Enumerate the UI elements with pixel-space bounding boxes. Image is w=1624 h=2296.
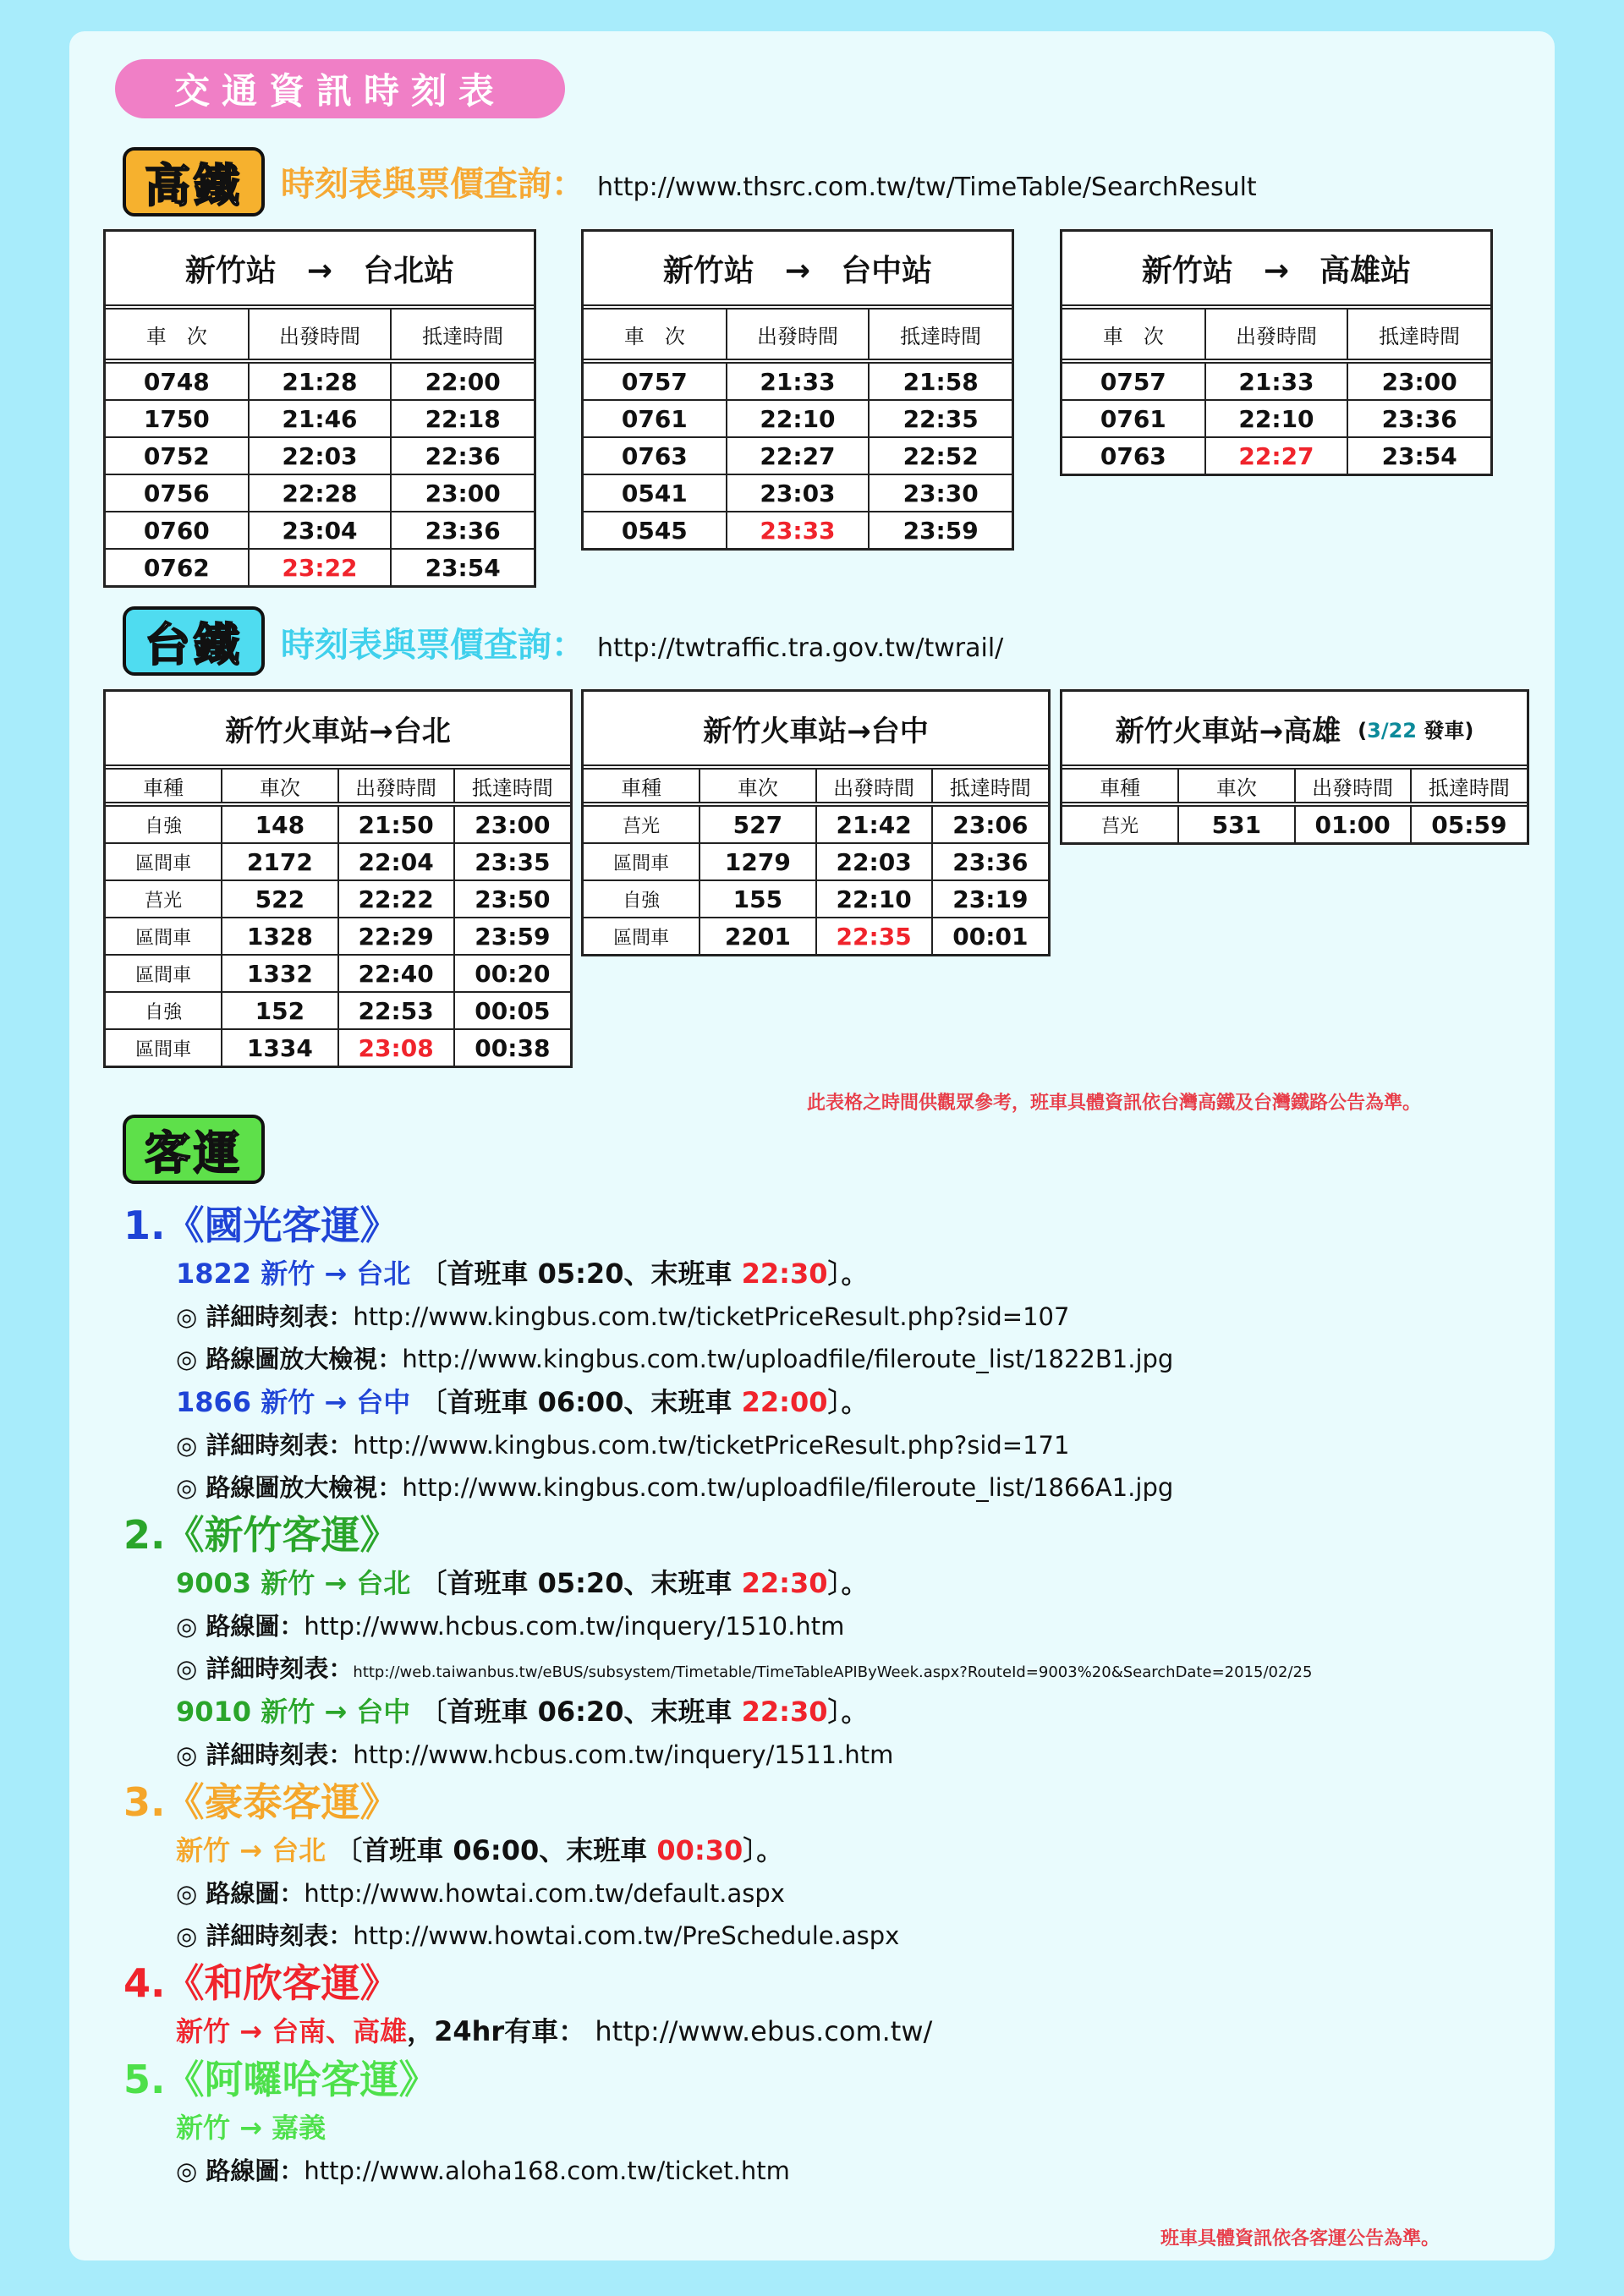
cell: 0760 — [106, 512, 249, 549]
bus-company-title: 3.《豪泰客運》 — [123, 1779, 399, 1825]
detail-label: ◎ 路線圖： — [176, 1879, 304, 1908]
route-first: 〔首班車 05:20、末班車 — [420, 1258, 742, 1290]
route-name: 新竹 → 嘉義 — [176, 2112, 326, 2144]
table-row — [584, 880, 1048, 918]
detail-line — [176, 1647, 1519, 1690]
tra-table-taipei — [103, 689, 573, 1068]
cell: 23:00 — [1347, 361, 1490, 400]
route-name: 9010 新竹 → 台中 — [176, 1696, 411, 1728]
page-title: 交通資訊時刻表 — [115, 59, 565, 118]
cell: 莒光 — [1062, 804, 1178, 842]
cell: 23:54 — [391, 549, 534, 585]
cell: 23:00 — [454, 804, 570, 843]
cell: 01:00 — [1295, 804, 1411, 842]
col-header: 車次 — [222, 770, 337, 804]
col-header: 出發時間 — [816, 770, 932, 804]
cell: 22:10 — [727, 400, 870, 437]
detail-url[interactable]: http://www.howtai.com.tw/default.aspx — [304, 1879, 785, 1908]
tra-link-url[interactable]: http://twtraffic.tra.gov.tw/twrail/ — [597, 633, 1004, 663]
cell: 莒光 — [106, 880, 222, 918]
detail-line — [176, 1296, 1519, 1338]
cell: 23:54 — [1347, 437, 1490, 474]
col-header: 抵達時間 — [932, 770, 1048, 804]
detail-line — [176, 1424, 1519, 1466]
tra-table-taichung — [581, 689, 1051, 956]
cell: 自強 — [106, 804, 222, 843]
route-url[interactable]: http://www.ebus.com.tw/ — [595, 2015, 933, 2047]
cell: 自強 — [106, 992, 222, 1029]
detail-url[interactable]: http://www.kingbus.com.tw/uploadfile/fileroute_list/1822B1.jpg — [402, 1345, 1174, 1373]
table-row — [106, 549, 534, 585]
table-title: 新竹站 → 台中站 — [584, 232, 1012, 310]
table-row — [106, 512, 534, 549]
col-header: 車次 — [1178, 770, 1294, 804]
table-row — [584, 512, 1012, 548]
route-last: 22:30 — [741, 1258, 828, 1290]
detail-url[interactable]: http://www.hcbus.com.tw/inquery/1511.htm — [353, 1740, 894, 1769]
table-row — [106, 880, 570, 918]
rail-disclaimer: 此表格之時間供觀眾參考，班車具體資訊依台灣高鐵及台灣鐵路公告為準。 — [807, 1093, 1422, 1114]
col-header: 抵達時間 — [1411, 770, 1527, 804]
cell: 23:03 — [727, 474, 870, 512]
cell: 531 — [1178, 804, 1294, 842]
cell: 21:46 — [249, 400, 392, 437]
cell: 1332 — [222, 955, 337, 992]
col-header: 車種 — [1062, 770, 1178, 804]
table-row — [106, 437, 534, 474]
cell: 2201 — [700, 918, 815, 954]
route-first: 〔首班車 06:00、末班車 — [335, 1834, 657, 1866]
cell: 2172 — [222, 843, 337, 880]
cell-highlight: 23:08 — [338, 1029, 454, 1066]
route-first: 〔首班車 06:20、末班車 — [420, 1696, 742, 1728]
cell: 22:00 — [391, 361, 534, 400]
cell: 1750 — [106, 400, 249, 437]
tra-link-label: 時刻表與票價查詢： — [281, 626, 585, 665]
hsr-link-label: 時刻表與票價查詢： — [281, 165, 585, 204]
col-header: 抵達時間 — [1347, 310, 1490, 361]
cell: 23:00 — [391, 474, 534, 512]
detail-label: ◎ 路線圖放大檢視： — [176, 1345, 403, 1373]
bus-company-title: 4.《和欣客運》 — [123, 1960, 399, 2006]
cell: 21:33 — [1205, 361, 1348, 400]
cell: 21:50 — [338, 804, 454, 843]
col-header: 抵達時間 — [391, 310, 534, 361]
cell: 527 — [700, 804, 815, 843]
route-name: 1866 新竹 → 台中 — [176, 1386, 411, 1418]
cell: 莒光 — [584, 804, 700, 843]
col-header: 出發時間 — [727, 310, 870, 361]
col-header: 車種 — [584, 770, 700, 804]
col-header: 抵達時間 — [869, 310, 1012, 361]
table-row — [106, 955, 570, 992]
cell: 0761 — [1062, 400, 1205, 437]
cell: 22:28 — [249, 474, 392, 512]
table-row — [106, 918, 570, 955]
cell-highlight: 23:22 — [249, 549, 392, 585]
cell: 0756 — [106, 474, 249, 512]
cell: 00:05 — [454, 992, 570, 1029]
cell: 148 — [222, 804, 337, 843]
cell: 23:36 — [1347, 400, 1490, 437]
route-first: ，24hr有車： — [407, 2015, 586, 2047]
cell: 23:06 — [932, 804, 1048, 843]
table-row — [1062, 804, 1527, 842]
detail-url[interactable]: http://www.kingbus.com.tw/uploadfile/fileroute_list/1866A1.jpg — [402, 1473, 1174, 1502]
tra-table-kaohsiung — [1060, 689, 1529, 845]
cell: 155 — [700, 880, 815, 918]
cell: 22:36 — [391, 437, 534, 474]
col-header: 車 次 — [106, 310, 249, 361]
note-open: ( — [1358, 718, 1368, 743]
cell: 22:03 — [816, 843, 932, 880]
cell: 00:20 — [454, 955, 570, 992]
cell: 0541 — [584, 474, 727, 512]
bus-route — [176, 1828, 1519, 1872]
bus-route — [176, 1561, 1519, 1605]
table-title: 新竹站 → 高雄站 — [1062, 232, 1490, 310]
bus-company-title: 5.《阿囉哈客運》 — [123, 2057, 438, 2102]
note-date: 3/22 — [1367, 718, 1417, 743]
cell: 1328 — [222, 918, 337, 955]
route-name: 1822 新竹 → 台北 — [176, 1258, 411, 1290]
col-header: 車種 — [106, 770, 222, 804]
bus-route — [176, 2106, 1519, 2150]
note-close: 發車) — [1417, 718, 1474, 743]
route-end: 〕。 — [827, 1386, 869, 1418]
table-title: 新竹站 → 台北站 — [106, 232, 534, 310]
tra-badge: 台鐵 — [123, 606, 265, 676]
cell: 1334 — [222, 1029, 337, 1066]
cell: 自強 — [584, 880, 700, 918]
table-row — [584, 437, 1012, 474]
detail-label: ◎ 詳細時刻表： — [176, 1921, 354, 1950]
cell: 522 — [222, 880, 337, 918]
hsr-badge: 高鐵 — [123, 147, 265, 216]
bus-company-title: 2.《新竹客運》 — [123, 1512, 399, 1558]
hsr-table-taichung — [581, 229, 1014, 551]
detail-label: ◎ 詳細時刻表： — [176, 1654, 354, 1683]
route-last: 22:00 — [741, 1386, 828, 1418]
bus-route — [176, 1252, 1519, 1296]
detail-url[interactable]: http://web.taiwanbus.tw/eBUS/subsystem/Timetable/TimeTableAPIByWeek.aspx?RouteId=9003%20&SearchDate=2015/02/25 — [353, 1663, 1313, 1681]
cell: 23:50 — [454, 880, 570, 918]
bus-company-title: 1.《國光客運》 — [123, 1203, 399, 1248]
cell-highlight: 22:27 — [1205, 437, 1348, 474]
cell: 21:33 — [727, 361, 870, 400]
bus-route — [176, 1380, 1519, 1424]
bus-section — [123, 1199, 1519, 2192]
detail-label: ◎ 詳細時刻表： — [176, 1431, 354, 1460]
table-row — [584, 918, 1048, 954]
col-header: 車次 — [700, 770, 815, 804]
cell: 00:01 — [932, 918, 1048, 954]
cell: 0545 — [584, 512, 727, 548]
cell: 23:30 — [869, 474, 1012, 512]
cell: 23:35 — [454, 843, 570, 880]
cell: 區間車 — [106, 843, 222, 880]
cell: 0763 — [1062, 437, 1205, 474]
col-header: 出發時間 — [1295, 770, 1411, 804]
bus-badge: 客運 — [123, 1115, 265, 1184]
cell: 23:36 — [391, 512, 534, 549]
cell: 0757 — [1062, 361, 1205, 400]
tra-link-row — [281, 618, 1003, 666]
cell: 區間車 — [584, 843, 700, 880]
cell: 23:04 — [249, 512, 392, 549]
table-row — [584, 361, 1012, 400]
cell: 0761 — [584, 400, 727, 437]
cell: 區間車 — [106, 918, 222, 955]
cell: 22:40 — [338, 955, 454, 992]
table-row — [106, 992, 570, 1029]
hsr-link-row — [281, 157, 1257, 205]
cell: 00:38 — [454, 1029, 570, 1066]
table-row — [106, 474, 534, 512]
detail-line — [176, 1338, 1519, 1380]
detail-label: ◎ 路線圖放大檢視： — [176, 1473, 403, 1502]
table-row — [584, 804, 1048, 843]
cell: 22:29 — [338, 918, 454, 955]
cell: 區間車 — [584, 918, 700, 954]
cell-highlight: 22:35 — [816, 918, 932, 954]
detail-line — [176, 1605, 1519, 1647]
route-first: 〔首班車 05:20、末班車 — [420, 1567, 742, 1599]
cell: 21:58 — [869, 361, 1012, 400]
cell: 0748 — [106, 361, 249, 400]
route-end: 〕。 — [827, 1696, 869, 1728]
table-row — [1062, 400, 1490, 437]
cell: 23:59 — [454, 918, 570, 955]
detail-line — [176, 1466, 1519, 1509]
col-header: 出發時間 — [249, 310, 392, 361]
cell-highlight: 23:33 — [727, 512, 870, 548]
bus-disclaimer: 班車具體資訊依各客運公告為準。 — [1160, 2228, 1440, 2249]
cell: 22:27 — [727, 437, 870, 474]
route-last: 00:30 — [656, 1834, 743, 1866]
detail-line — [176, 1872, 1519, 1915]
cell: 1279 — [700, 843, 815, 880]
cell: 23:19 — [932, 880, 1048, 918]
detail-url[interactable]: http://www.kingbus.com.tw/ticketPriceResult.php?sid=171 — [353, 1431, 1070, 1460]
cell: 22:22 — [338, 880, 454, 918]
hsr-table-taipei — [103, 229, 536, 588]
table-row — [1062, 437, 1490, 474]
col-header: 抵達時間 — [454, 770, 570, 804]
hsr-link-url[interactable]: http://www.thsrc.com.tw/tw/TimeTable/SearchResult — [597, 173, 1257, 202]
table-title-wrap — [1062, 692, 1527, 770]
route-last: 22:30 — [741, 1567, 828, 1599]
cell: 05:59 — [1411, 804, 1527, 842]
table-row — [106, 400, 534, 437]
detail-line — [176, 1734, 1519, 1776]
cell: 0757 — [584, 361, 727, 400]
route-last: 22:30 — [741, 1696, 828, 1728]
detail-label: ◎ 詳細時刻表： — [176, 1740, 354, 1769]
col-header: 車 次 — [584, 310, 727, 361]
table-row — [106, 1029, 570, 1066]
route-first: 〔首班車 06:00、末班車 — [420, 1386, 742, 1418]
hsr-table-kaohsiung — [1060, 229, 1493, 476]
table-title: 新竹火車站→台中 — [584, 692, 1048, 770]
cell: 22:18 — [391, 400, 534, 437]
route-end: 〕。 — [743, 1834, 784, 1866]
bus-route — [176, 2009, 1519, 2053]
detail-url[interactable]: http://www.howtai.com.tw/PreSchedule.aspx — [353, 1921, 900, 1950]
table-row — [584, 843, 1048, 880]
detail-label: ◎ 路線圖： — [176, 2156, 304, 2185]
table-row — [106, 361, 534, 400]
cell: 21:28 — [249, 361, 392, 400]
col-header: 出發時間 — [1205, 310, 1348, 361]
cell: 22:53 — [338, 992, 454, 1029]
col-header: 出發時間 — [338, 770, 454, 804]
detail-url[interactable]: http://www.hcbus.com.tw/inquery/1510.htm — [304, 1612, 845, 1641]
detail-line — [176, 1915, 1519, 1957]
cell: 0752 — [106, 437, 249, 474]
cell: 21:42 — [816, 804, 932, 843]
table-row — [106, 843, 570, 880]
detail-line — [176, 2150, 1519, 2192]
cell: 22:10 — [816, 880, 932, 918]
cell: 22:04 — [338, 843, 454, 880]
detail-url[interactable]: http://www.aloha168.com.tw/ticket.htm — [304, 2156, 790, 2185]
cell: 22:10 — [1205, 400, 1348, 437]
cell: 23:36 — [932, 843, 1048, 880]
cell: 區間車 — [106, 1029, 222, 1066]
route-end: 〕。 — [827, 1258, 869, 1290]
cell: 22:03 — [249, 437, 392, 474]
detail-label: ◎ 路線圖： — [176, 1612, 304, 1641]
cell: 區間車 — [106, 955, 222, 992]
table-title: 新竹火車站→高雄 — [1115, 714, 1341, 748]
departure-note — [1358, 714, 1473, 743]
table-row — [584, 474, 1012, 512]
cell: 0763 — [584, 437, 727, 474]
bus-route — [176, 1690, 1519, 1734]
table-row — [584, 400, 1012, 437]
table-row — [106, 804, 570, 843]
col-header: 車 次 — [1062, 310, 1205, 361]
cell: 152 — [222, 992, 337, 1029]
table-row — [1062, 361, 1490, 400]
route-end: 〕。 — [827, 1567, 869, 1599]
cell: 23:59 — [869, 512, 1012, 548]
detail-label: ◎ 詳細時刻表： — [176, 1302, 354, 1331]
route-name: 新竹 → 台南、高雄 — [176, 2015, 408, 2047]
cell: 0762 — [106, 549, 249, 585]
table-title: 新竹火車站→台北 — [106, 692, 570, 770]
cell: 22:35 — [869, 400, 1012, 437]
route-name: 新竹 → 台北 — [176, 1834, 326, 1866]
route-name: 9003 新竹 → 台北 — [176, 1567, 411, 1599]
cell: 22:52 — [869, 437, 1012, 474]
detail-url[interactable]: http://www.kingbus.com.tw/ticketPriceResult.php?sid=107 — [353, 1302, 1070, 1331]
